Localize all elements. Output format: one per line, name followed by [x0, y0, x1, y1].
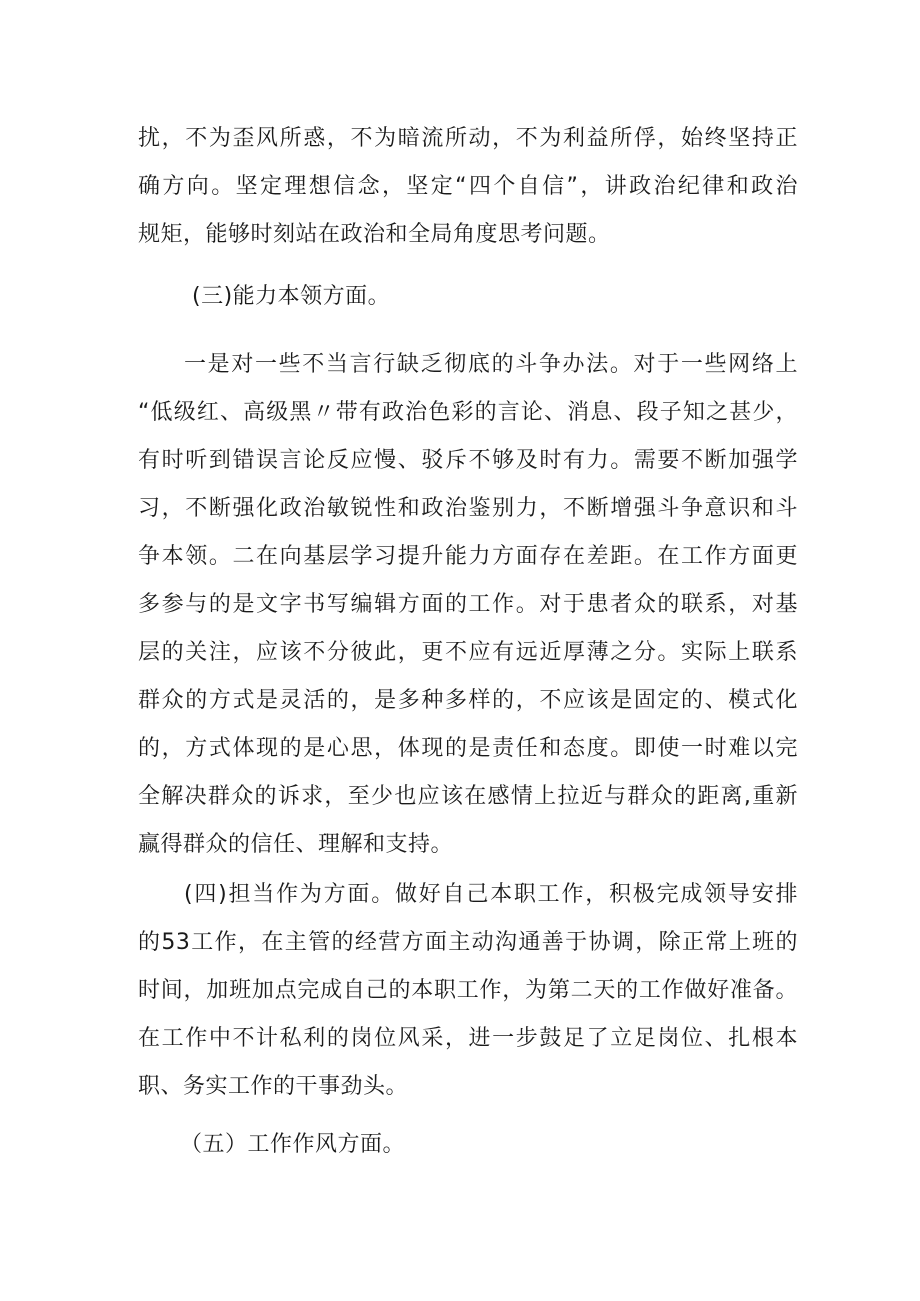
text-line: 时间，加班加点完成自己的本职工作，为第二天的工作做好准备。	[138, 978, 798, 1003]
text-line: 在工作中不计私利的岗位风采，进一步鼓足了立足岗位、扎根本	[138, 1026, 798, 1051]
text-line: 群众的方式是灵活的，是多种多样的，不应该是固定的、模式化	[138, 688, 798, 713]
text-line: 全解决群众的诉求，至少也应该在感情上拉近与群众的距离,重新	[138, 784, 798, 809]
text-line: 多参与的是文字书写编辑方面的工作。对于患者众的联系，对基	[138, 592, 798, 617]
section-heading-4-line: (四)担当作为方面。做好自己本职工作，积极完成领导安排	[184, 882, 798, 907]
text-line: 赢得群众的信任、理解和支持。	[138, 832, 454, 857]
text-line: 扰，不为歪风所惑，不为暗流所动，不为利益所俘，始终坚持正	[138, 126, 798, 151]
text-line: 确方向。坚定理想信念，坚定“四个自信”，讲政治纪律和政治	[138, 174, 799, 199]
text-line: 的，方式体现的是心思，体现的是责任和态度。即使一时难以完	[138, 736, 798, 761]
text-line: 一是对一些不当言行缺乏彻底的斗争办法。对于一些网络上	[184, 352, 798, 377]
text-line: 层的关注，应该不分彼此，更不应有远近厚薄之分。实际上联系	[138, 640, 798, 665]
section-heading-5: （五）工作作风方面。	[180, 1132, 406, 1157]
text-line: 职、务实工作的干事劲头。	[138, 1074, 409, 1099]
text-line: 规矩，能够时刻站在政治和全局角度思考问题。	[138, 222, 611, 247]
section-heading-3: (三)能力本领方面。	[192, 284, 391, 309]
text-line: 争本领。二在向基层学习提升能力方面存在差距。在工作方面更	[138, 544, 798, 569]
text-line: 的53工作，在主管的经营方面主动沟通善于协调，除正常上班的	[138, 930, 798, 955]
text-line: “低级红、高级黑〃带有政治色彩的言论、消息、段子知之甚少，	[138, 400, 798, 425]
text-line: 有时听到错误言论反应慢、驳斥不够及时有力。需要不断加强学	[138, 448, 798, 473]
text-line: 习，不断强化政治敏锐性和政治鉴别力，不断增强斗争意识和斗	[138, 496, 798, 521]
